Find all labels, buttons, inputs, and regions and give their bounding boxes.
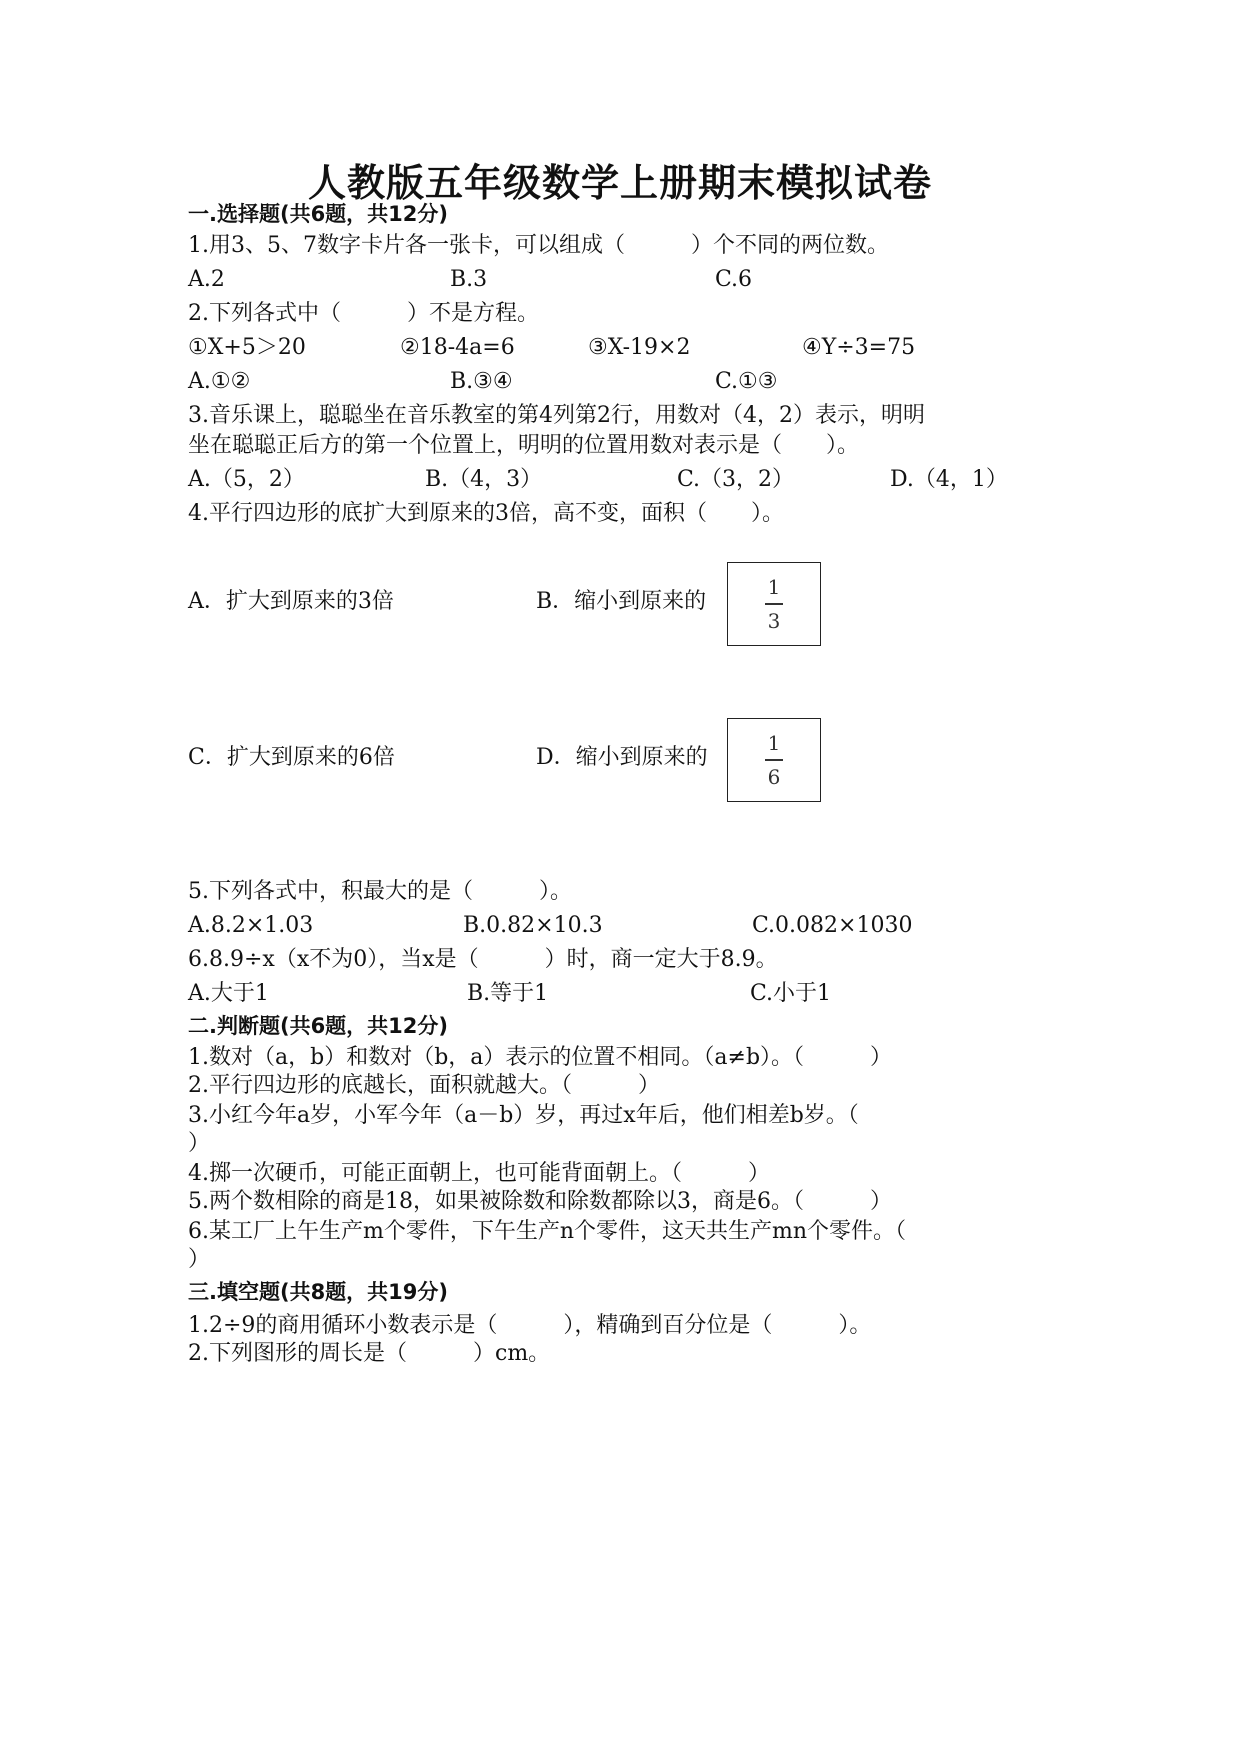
s1-q4-fraction-b — [727, 562, 821, 646]
s1-q4-option-a: A．扩大到原来的3倍 — [188, 589, 394, 614]
s1-q3-option-a: A.（5，2） — [188, 467, 305, 492]
s1-q2-option-c: C.①③ — [715, 369, 778, 394]
fraction-numerator: 1 — [767, 731, 781, 756]
s1-q3-line1: 3.音乐课上，聪聪坐在音乐教室的第4列第2行，用数对（4，2）表示，明明 — [188, 403, 925, 428]
s1-q2-item1: ①X+5＞20 — [188, 335, 306, 360]
s1-q1-text: 1.用3、5、7数字卡片各一张卡，可以组成（ ）个不同的两位数。 — [188, 233, 889, 258]
s1-q6-text: 6.8.9÷x（x不为0），当x是（ ）时，商一定大于8.9。 — [188, 947, 778, 972]
s1-q3-option-c: C.（3，2） — [677, 467, 795, 492]
section3-heading: 三.填空题(共8题，共19分) — [188, 1280, 449, 1304]
s1-q1-option-a: A.2 — [188, 267, 225, 292]
s1-q5-option-a: A.8.2×1.03 — [188, 913, 314, 938]
s1-q2-option-a: A.①② — [188, 369, 251, 394]
s1-q2-option-b: B.③④ — [450, 369, 513, 394]
s1-q1-option-c: C.6 — [715, 267, 753, 292]
s1-q2-item4: ④Y÷3=75 — [802, 335, 916, 360]
s1-q4-fraction-d — [727, 718, 821, 802]
exam-title: 人教版五年级数学上册期末模拟试卷 — [307, 161, 932, 205]
s1-q2-item2: ②18-4a=6 — [400, 335, 515, 360]
fraction-denominator: 6 — [767, 764, 781, 789]
s2-q6-line1: 6.某工厂上午生产m个零件，下午生产n个零件，这天共生产mn个零件。（ — [188, 1219, 907, 1244]
s1-q2-text: 2.下列各式中（ ）不是方程。 — [188, 301, 539, 326]
s3-q1: 1.2÷9的商用循环小数表示是（ ），精确到百分位是（ ）。 — [188, 1313, 872, 1338]
s1-q6-option-b: B.等于1 — [467, 981, 549, 1006]
s1-q4-option-b: B．缩小到原来的 — [536, 589, 707, 614]
s1-q3-option-d: D.（4，1） — [890, 467, 1008, 492]
s2-q2: 2.平行四边形的底越长，面积就越大。（ ） — [188, 1073, 660, 1098]
s1-q6-option-a: A.大于1 — [188, 981, 269, 1006]
s1-q1-option-b: B.3 — [450, 267, 488, 292]
s1-q3-option-b: B.（4，3） — [425, 467, 543, 492]
fraction-numerator: 1 — [767, 575, 781, 600]
fraction-bar — [765, 603, 783, 605]
s1-q4-option-d: D．缩小到原来的 — [536, 745, 708, 770]
s1-q3-line2: 坐在聪聪正后方的第一个位置上，明明的位置用数对表示是（ ）。 — [188, 433, 860, 458]
s2-q6-line2: ） — [188, 1247, 211, 1272]
s2-q5: 5.两个数相除的商是18，如果被除数和除数都除以3，商是6。（ ） — [188, 1189, 892, 1214]
s2-q4: 4.掷一次硬币，可能正面朝上，也可能背面朝上。（ ） — [188, 1161, 770, 1186]
s2-q1: 1.数对（a，b）和数对（b，a）表示的位置不相同。（a≠b）。（ ） — [188, 1045, 893, 1070]
section1-heading: 一.选择题(共6题，共12分) — [188, 202, 449, 226]
s1-q5-option-c: C.0.082×1030 — [752, 913, 913, 938]
s1-q4-text: 4.平行四边形的底扩大到原来的3倍，高不变，面积（ ）。 — [188, 501, 784, 526]
fraction-denominator: 3 — [767, 608, 781, 633]
section2-heading: 二.判断题(共6题，共12分) — [188, 1014, 449, 1038]
s2-q3-line1: 3.小红今年a岁，小军今年（a－b）岁，再过x年后，他们相差b岁。（ — [188, 1103, 859, 1128]
s1-q6-option-c: C.小于1 — [750, 981, 832, 1006]
s1-q2-item3: ③X-19×2 — [588, 335, 691, 360]
fraction-bar — [765, 759, 783, 761]
s1-q5-text: 5.下列各式中，积最大的是（ ）。 — [188, 879, 572, 904]
s3-q2: 2.下列图形的周长是（ ）cm。 — [188, 1341, 551, 1366]
s1-q5-option-b: B.0.82×10.3 — [463, 913, 603, 938]
s2-q3-line2: ） — [188, 1131, 211, 1156]
s1-q4-option-c: C．扩大到原来的6倍 — [188, 745, 395, 770]
